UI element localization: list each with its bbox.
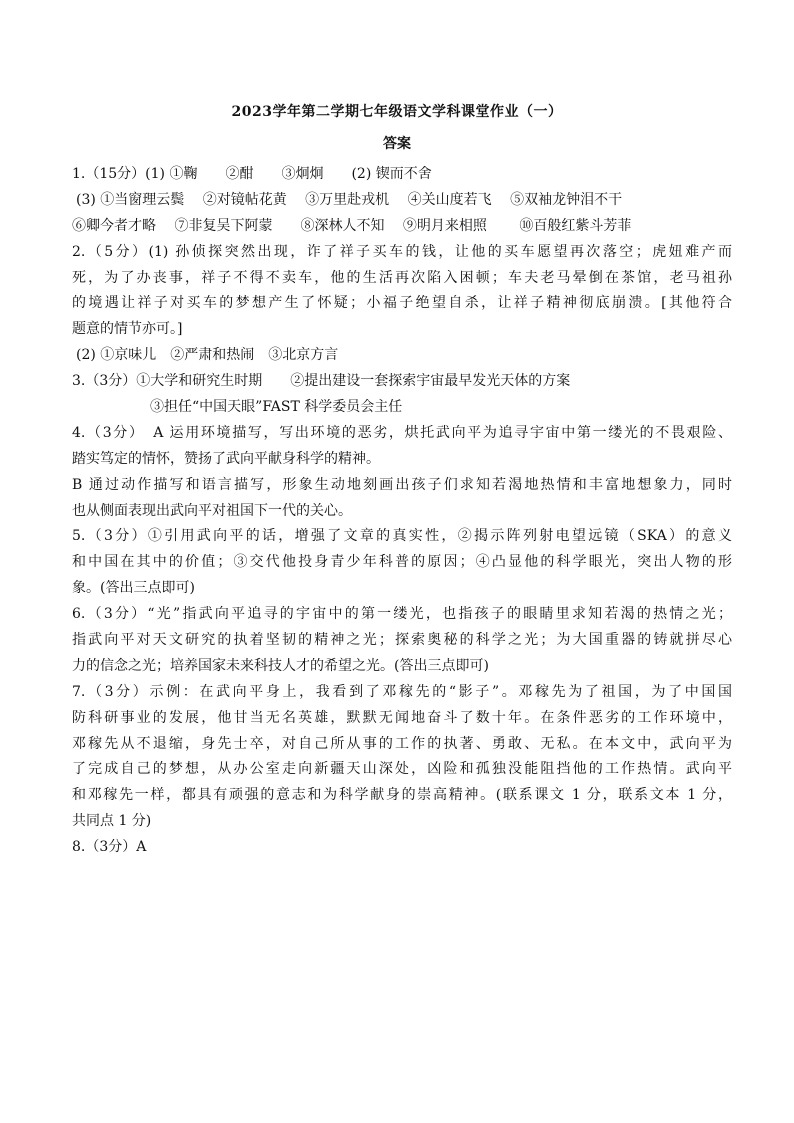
answer-line: 题意的情节亦可。] — [72, 321, 183, 338]
answer-line: 和中国在其中的价值；③交代他投身青少年科普的原因；④凸显他的科学眼光，突出人物的形 — [72, 554, 732, 571]
answer-line: 的境遇让祥子对买车的梦想产生了怀疑；小福子绝望自杀，让祥子精神彻底崩溃。[其他符合 — [72, 295, 732, 312]
answer-line: 7.（3分）示例：在武向平身上，我看到了邓稼先的“影子”。邓稼先为了祖国，为了中国国 — [72, 683, 732, 700]
answer-line: 2.（5分）(1) 孙侦探突然出现，诈了祥子买车的钱，让他的买车愿望再次落空；虎妞难产而 — [72, 243, 732, 260]
answer-line: 1.（15分）(1) ①鞠 ②酣 ③炯炯 (2) 锲而不舍 — [72, 166, 432, 182]
answer-line: 了完成自己的梦想，从办公室走向新疆天山深处，凶险和孤独没能阻挡他的工作热情。武向平 — [72, 761, 732, 778]
answer-line: 踏实笃定的情怀，赞扬了武向平献身科学的精神。 — [72, 450, 380, 467]
answer-line: 力的信念之光；培养国家未来科技人才的希望之光。(答出三点即可) — [72, 657, 489, 674]
answer-line: (2) ①京味儿 ②严肃和热闹 ③北京方言 — [76, 347, 339, 364]
answer-line: 5.（3分）①引用武向平的话，增强了文章的真实性，②揭示阵列射电望远镜（SKA）的意义 — [72, 528, 732, 545]
answer-line: 3.（3分）①大学和研究生时期 ②提出建设一套探索宇宙最早发光天体的方案 — [72, 373, 571, 390]
answer-line: 象。(答出三点即可) — [72, 580, 195, 597]
answer-line: (3) ①当窗理云鬓 ②对镜帖花黄 ③万里赴戎机 ④关山度若飞 ⑤双袖龙钟泪不干 — [76, 191, 623, 208]
answer-line: 死，为了办丧事，祥子不得不卖车，他的生活再次陷入困顿；车夫老马晕倒在茶馆，老马祖孙 — [72, 269, 732, 286]
answer-line: B 通过动作描写和语言描写，形象生动地刻画出孩子们求知若渴地热情和丰富地想象力，同时 — [72, 476, 732, 493]
document-subtitle: 答案 — [383, 136, 411, 152]
answer-line: 邓稼先从不退缩，身先士卒，对自己所从事的工作的执著、勇敢、无私。在本文中，武向平为 — [72, 735, 732, 752]
answer-line: 6.（3分）“光”指武向平追寻的宇宙中的第一缕光，也指孩子的眼睛里求知若渴的热情之光； — [72, 606, 732, 623]
document-title: 2023学年第二学期七年级语文学科课堂作业（一） — [231, 104, 563, 120]
answer-line: 和邓稼先一样，都具有顽强的意志和为科学献身的崇高精神。(联系课文 1 分，联系文本 1 分， — [72, 787, 732, 804]
answer-line: 指武向平对天文研究的执着坚韧的精神之光；探索奥秘的科学之光；为大国重器的铸就拼尽心 — [72, 632, 732, 649]
answer-line: 4.（3分） A 运用环境描写，写出环境的恶劣，烘托武向平为追寻宇宙中第一缕光的不畏艰险、 — [72, 424, 732, 441]
answer-line: 防科研事业的发展，他甘当无名英雄，默默无闻地奋斗了数十年。在条件恶劣的工作环境中， — [72, 709, 732, 726]
answer-line: 共同点 1 分) — [72, 813, 152, 830]
answer-content — [72, 162, 732, 861]
answer-line: ③担任“中国天眼”FAST 科学委员会主任 — [150, 399, 403, 416]
answer-line: 也从侧面表现出武向平对祖国下一代的关心。 — [72, 502, 352, 519]
answer-line: ⑥卿今者才略 ⑦非复吴下阿蒙 ⑧深林人不知 ⑨明月来相照 ⑩百般红紫斗芳菲 — [72, 217, 632, 234]
answer-line: 8.（3分）A — [72, 839, 147, 856]
